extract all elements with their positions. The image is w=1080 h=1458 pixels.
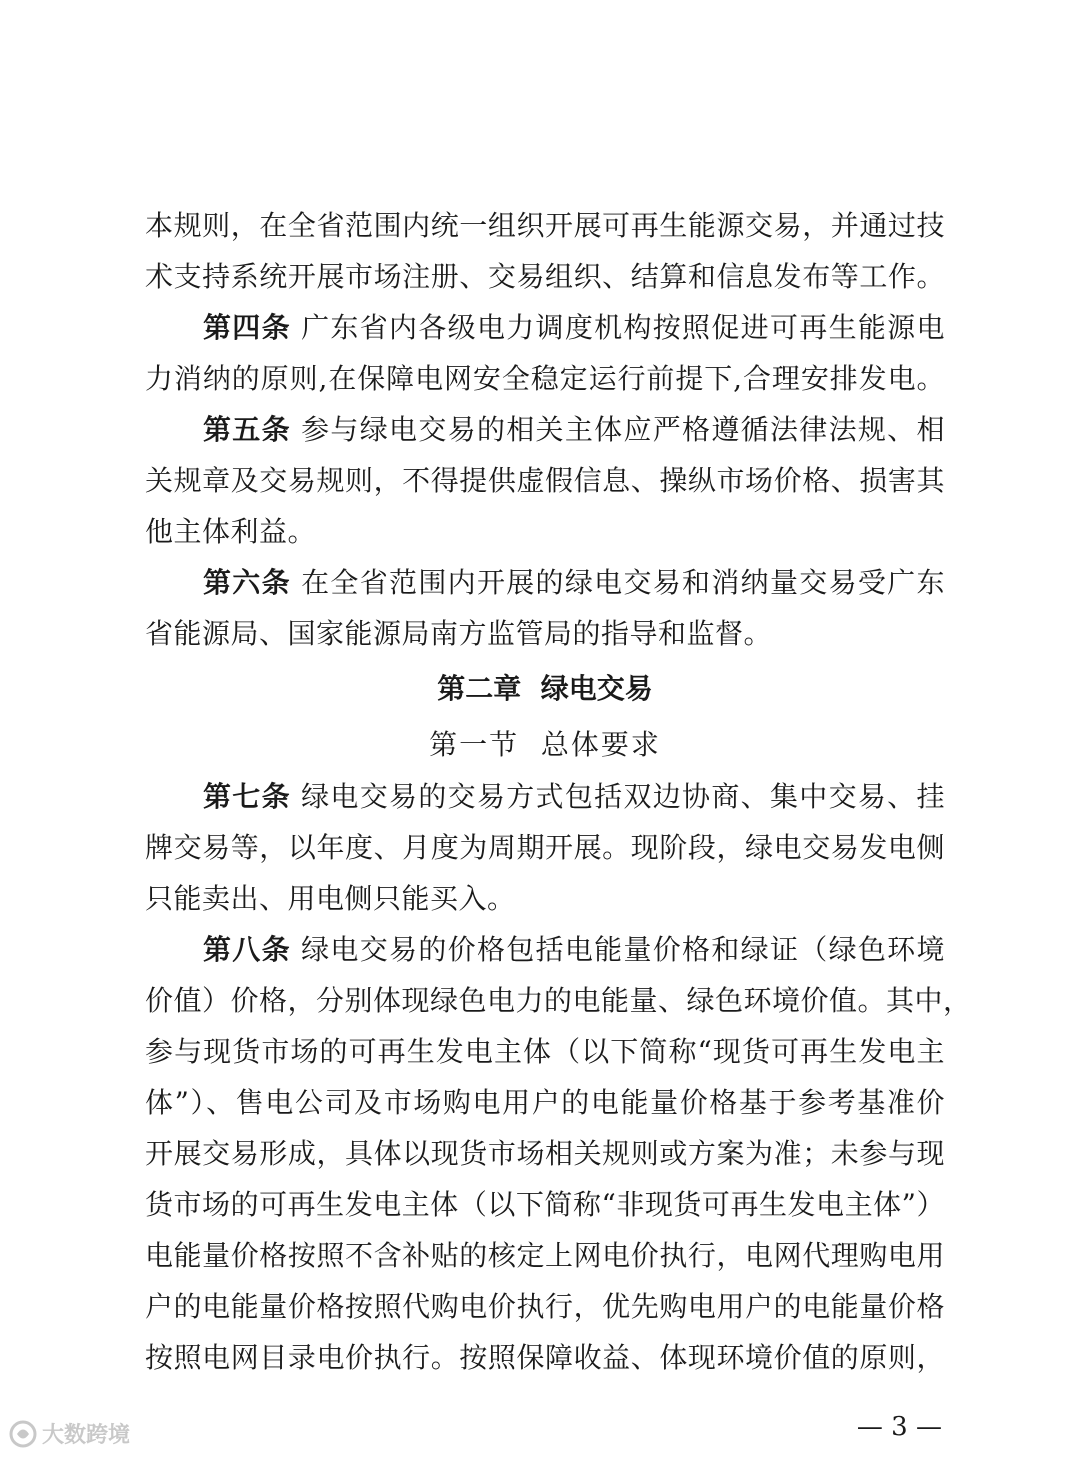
document-page bbox=[145, 200, 972, 1383]
body-line: 户的电能量价格按照代购电价执行，优先购电用户的电能量价格 bbox=[145, 1290, 945, 1323]
body-line: 参与现货市场的可再生发电主体（以下简称“现货可再生发电主 bbox=[145, 1035, 945, 1068]
article-label: 第六条 bbox=[203, 566, 291, 599]
body-line: 价值）价格，分别体现绿色电力的电能量、绿色环境价值。其中， bbox=[145, 984, 972, 1017]
article-label: 第四条 bbox=[203, 311, 291, 344]
watermark bbox=[8, 1418, 130, 1449]
page-number: — 3 — bbox=[856, 1412, 942, 1442]
body-line: 术支持系统开展市场注册、交易组织、结算和信息发布等工作。 bbox=[145, 260, 945, 293]
article-7-line bbox=[145, 771, 945, 822]
body-line: 电能量价格按照不含补贴的核定上网电价执行，电网代理购电用 bbox=[145, 1239, 945, 1272]
body-line: 关规章及交易规则，不得提供虚假信息、操纵市场价格、损害其 bbox=[145, 464, 945, 497]
body-line: 开展交易形成，具体以现货市场相关规则或方案为准；未参与现 bbox=[145, 1137, 945, 1170]
body-line: 省能源局、国家能源局南方监管局的指导和监督。 bbox=[145, 617, 773, 650]
body-line: 货市场的可再生发电主体（以下简称“非现货可再生发电主体”） bbox=[145, 1188, 945, 1221]
section-title: 第一节 总体要求 bbox=[429, 728, 661, 761]
body-line: 牌交易等，以年度、月度为周期开展。现阶段，绿电交易发电侧 bbox=[145, 831, 945, 864]
body-line: 体”）、售电公司及市场购电用户的电能量价格基于参考基准价 bbox=[145, 1086, 945, 1119]
body-line: 力消纳的原则,在保障电网安全稳定运行前提下,合理安排发电。 bbox=[145, 362, 945, 395]
watermark-logo-icon bbox=[8, 1419, 38, 1449]
article-text: 在全省范围内开展的绿电交易和消纳量交易受广东 bbox=[301, 566, 945, 599]
article-text: 绿电交易的交易方式包括双边协商、集中交易、挂 bbox=[301, 780, 945, 813]
article-text: 参与绿电交易的相关主体应严格遵循法律法规、相 bbox=[301, 413, 945, 446]
article-text: 绿电交易的价格包括电能量价格和绿证（绿色环境 bbox=[301, 933, 945, 966]
body-line: 他主体利益。 bbox=[145, 515, 317, 548]
body-line: 本规则，在全省范围内统一组织开展可再生能源交易，并通过技 bbox=[145, 209, 945, 242]
article-text: 广东省内各级电力调度机构按照促进可再生能源电 bbox=[301, 311, 945, 344]
article-5-line bbox=[145, 404, 945, 455]
watermark-text: 大数跨境 bbox=[42, 1423, 131, 1448]
article-label: 第五条 bbox=[203, 413, 291, 446]
body-line: 只能卖出、用电侧只能买入。 bbox=[145, 882, 516, 915]
article-4-line bbox=[145, 302, 945, 353]
article-6-line bbox=[145, 557, 945, 608]
body-line: 按照电网目录电价执行。按照保障收益、体现环境价值的原则， bbox=[145, 1341, 945, 1374]
article-label: 第八条 bbox=[203, 933, 291, 966]
chapter-title: 第二章 绿电交易 bbox=[437, 672, 653, 705]
article-8-line bbox=[145, 924, 945, 975]
article-label: 第七条 bbox=[203, 780, 291, 813]
